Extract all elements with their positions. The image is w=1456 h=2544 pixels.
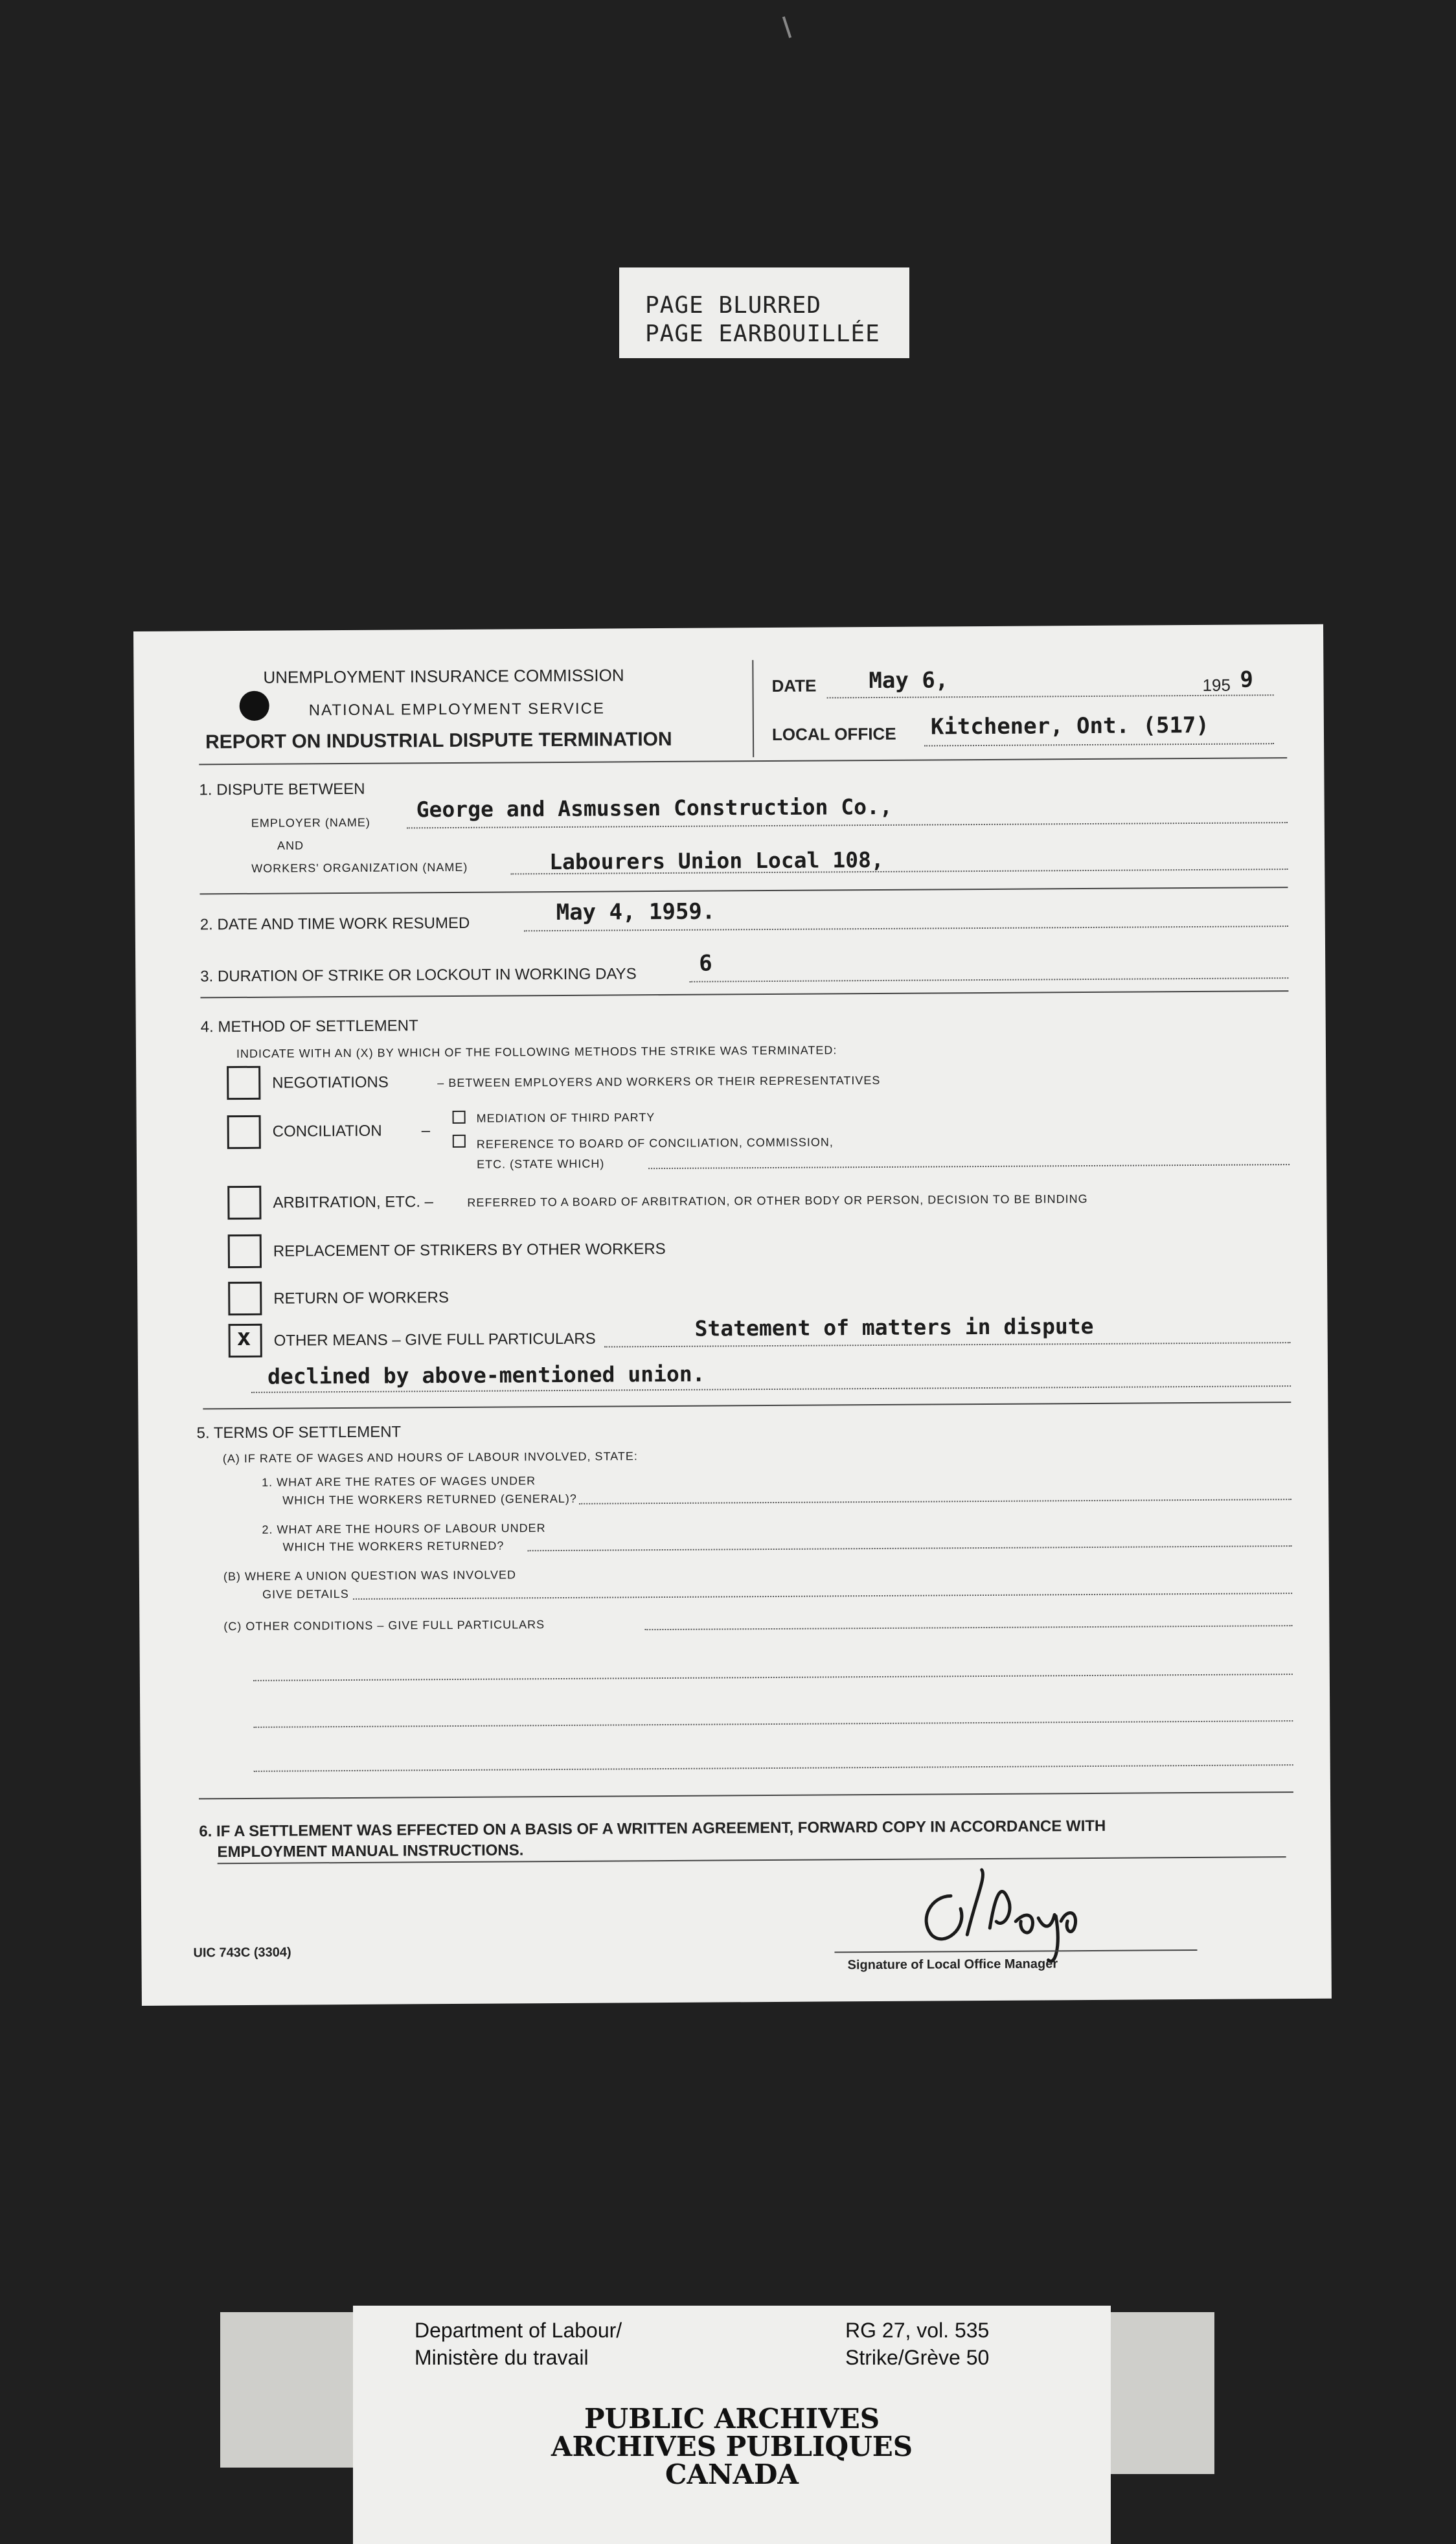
section-3-rule bbox=[200, 990, 1288, 998]
form-title: REPORT ON INDUSTRIAL DISPUTE TERMINATION bbox=[205, 728, 672, 753]
negotiations-label: NEGOTIATIONS bbox=[272, 1073, 389, 1092]
dispute-termination-form bbox=[133, 624, 1332, 2006]
header-rule bbox=[199, 757, 1287, 765]
negotiations-checkbox[interactable] bbox=[227, 1066, 260, 1100]
section-6-line-2: EMPLOYMENT MANUAL INSTRUCTIONS. bbox=[217, 1841, 524, 1861]
wages-question-line-1: 1. WHAT ARE THE RATES OF WAGES UNDER bbox=[261, 1474, 536, 1489]
employer-value: George and Asmussen Construction Co., bbox=[416, 793, 893, 823]
other-conditions-label: (C) OTHER CONDITIONS – GIVE FULL PARTICULARS bbox=[223, 1618, 545, 1633]
other-conditions-line-2 bbox=[253, 1674, 1293, 1681]
return-of-workers-label: RETURN OF WORKERS bbox=[273, 1289, 449, 1308]
reference-label: REFERENCE TO BOARD OF CONCILIATION, COMMISSION, bbox=[476, 1135, 834, 1151]
hours-question-line-2: WHICH THE WORKERS RETURNED? bbox=[282, 1539, 505, 1554]
section-4-rule bbox=[203, 1402, 1291, 1409]
workers-organization-label: WORKERS' ORGANIZATION (NAME) bbox=[251, 860, 468, 875]
archives-name-french: ARCHIVES PUBLIQUES bbox=[551, 2431, 913, 2462]
reference-checkbox[interactable] bbox=[453, 1135, 466, 1148]
section-3-line bbox=[689, 977, 1288, 982]
union-answer-line bbox=[353, 1593, 1292, 1600]
local-office-value: Kitchener, Ont. (517) bbox=[930, 712, 1209, 740]
other-means-value-2: declined by above-mentioned union. bbox=[267, 1361, 705, 1389]
form-number: UIC 743C (3304) bbox=[193, 1945, 291, 1960]
arbitration-description: REFERRED TO A BOARD OF ARBITRATION, OR OTHER BODY OR PERSON, DECISION TO BE BINDING bbox=[467, 1192, 1088, 1209]
mediation-checkbox[interactable] bbox=[453, 1111, 466, 1124]
signature-label: Signature of Local Office Manager bbox=[847, 1957, 1058, 1973]
date-label: DATE bbox=[771, 676, 817, 696]
stamp-line-2: PAGE EARBOUILLÉE bbox=[645, 321, 880, 347]
other-means-value-1: Statement of matters in dispute bbox=[694, 1313, 1094, 1341]
duration-value: 6 bbox=[699, 950, 712, 977]
conciliation-checkbox[interactable] bbox=[227, 1115, 261, 1149]
year-prefix: 195 bbox=[1202, 675, 1231, 695]
mediation-label: MEDIATION OF THIRD PARTY bbox=[476, 1111, 655, 1125]
film-tick-mark bbox=[782, 16, 791, 38]
other-means-line-1 bbox=[604, 1342, 1291, 1347]
replacement-checkbox[interactable] bbox=[228, 1234, 262, 1268]
hours-answer-line bbox=[528, 1545, 1292, 1551]
negotiations-description: – BETWEEN EMPLOYERS AND WORKERS OR THEIR REPRESENTATIVES bbox=[437, 1073, 881, 1090]
year-digit: 9 bbox=[1240, 666, 1254, 693]
other-conditions-line-3 bbox=[253, 1720, 1293, 1728]
section-6-line-1: 6. IF A SETTLEMENT WAS EFFECTED ON A BASIS OF A WRITTEN AGREEMENT, FORWARD COPY IN ACCORDANCE WITH bbox=[199, 1817, 1106, 1841]
archives-name-english: PUBLIC ARCHIVES bbox=[584, 2403, 880, 2435]
wages-question-line-2: WHICH THE WORKERS RETURNED (GENERAL)? bbox=[282, 1492, 577, 1507]
service-name: NATIONAL EMPLOYMENT SERVICE bbox=[308, 699, 606, 720]
department-english: Department of Labour/ bbox=[415, 2319, 622, 2342]
employer-line bbox=[407, 822, 1288, 828]
arbitration-label: ARBITRATION, ETC. – bbox=[273, 1193, 434, 1212]
agency-name: UNEMPLOYMENT INSURANCE COMMISSION bbox=[263, 665, 624, 687]
section-5-rule bbox=[199, 1791, 1293, 1799]
conciliation-dash: – bbox=[421, 1122, 431, 1140]
department-french: Ministère du travail bbox=[415, 2346, 589, 2369]
section-5-label: 5. TERMS OF SETTLEMENT bbox=[196, 1423, 402, 1442]
header-divider bbox=[752, 660, 754, 757]
other-means-x-mark: x bbox=[236, 1324, 251, 1352]
stamp-line-1: PAGE BLURRED bbox=[645, 292, 822, 319]
workers-organization-value: Labourers Union Local 108, bbox=[549, 846, 884, 875]
section-5a-label: (A) IF RATE OF WAGES AND HOURS OF LABOUR INVOLVED, STATE: bbox=[222, 1449, 638, 1466]
section-1-rule bbox=[199, 887, 1288, 894]
wages-answer-line bbox=[579, 1499, 1291, 1505]
hours-question-line-1: 2. WHAT ARE THE HOURS OF LABOUR UNDER bbox=[262, 1521, 546, 1536]
archives-country: CANADA bbox=[665, 2459, 799, 2490]
archive-label bbox=[353, 2306, 1111, 2544]
tape-right bbox=[1104, 2312, 1214, 2474]
arbitration-checkbox[interactable] bbox=[227, 1186, 261, 1220]
work-resumed-value: May 4, 1959. bbox=[556, 898, 716, 926]
section-2-line bbox=[524, 926, 1288, 931]
replacement-label: REPLACEMENT OF STRIKERS BY OTHER WORKERS bbox=[273, 1240, 666, 1260]
and-label: AND bbox=[277, 839, 304, 852]
other-conditions-line-1 bbox=[644, 1625, 1292, 1630]
employer-label: EMPLOYER (NAME) bbox=[251, 815, 370, 830]
record-group-reference: RG 27, vol. 535 bbox=[845, 2319, 990, 2342]
section-4-label: 4. METHOD OF SETTLEMENT bbox=[200, 1017, 418, 1036]
date-value: May 6, bbox=[869, 667, 949, 694]
conciliation-label: CONCILIATION bbox=[272, 1122, 382, 1141]
local-office-line bbox=[924, 743, 1274, 746]
section-4-instruction: INDICATE WITH AN (X) BY WHICH OF THE FOLLOWING METHODS THE STRIKE WAS TERMINATED: bbox=[236, 1043, 837, 1061]
section-1-label: 1. DISPUTE BETWEEN bbox=[199, 780, 365, 799]
return-of-workers-checkbox[interactable] bbox=[228, 1282, 262, 1315]
page-blurred-stamp bbox=[619, 267, 909, 358]
tape-left bbox=[220, 2312, 359, 2468]
punch-hole-dot bbox=[240, 691, 269, 721]
manager-signature-image bbox=[905, 1856, 1113, 1974]
reference-state-which-label: ETC. (STATE WHICH) bbox=[476, 1157, 605, 1171]
section-2-label: 2. DATE AND TIME WORK RESUMED bbox=[199, 914, 470, 934]
other-conditions-line-4 bbox=[254, 1764, 1293, 1772]
other-means-label: OTHER MEANS – GIVE FULL PARTICULARS bbox=[273, 1330, 596, 1350]
union-question-line-2: GIVE DETAILS bbox=[262, 1587, 349, 1601]
section-3-label: 3. DURATION OF STRIKE OR LOCKOUT IN WORKING DAYS bbox=[200, 965, 637, 986]
strike-file-reference: Strike/Grève 50 bbox=[845, 2346, 990, 2369]
reference-line bbox=[648, 1164, 1290, 1169]
local-office-label: LOCAL OFFICE bbox=[771, 723, 896, 744]
union-question-line-1: (B) WHERE A UNION QUESTION WAS INVOLVED bbox=[223, 1568, 517, 1584]
